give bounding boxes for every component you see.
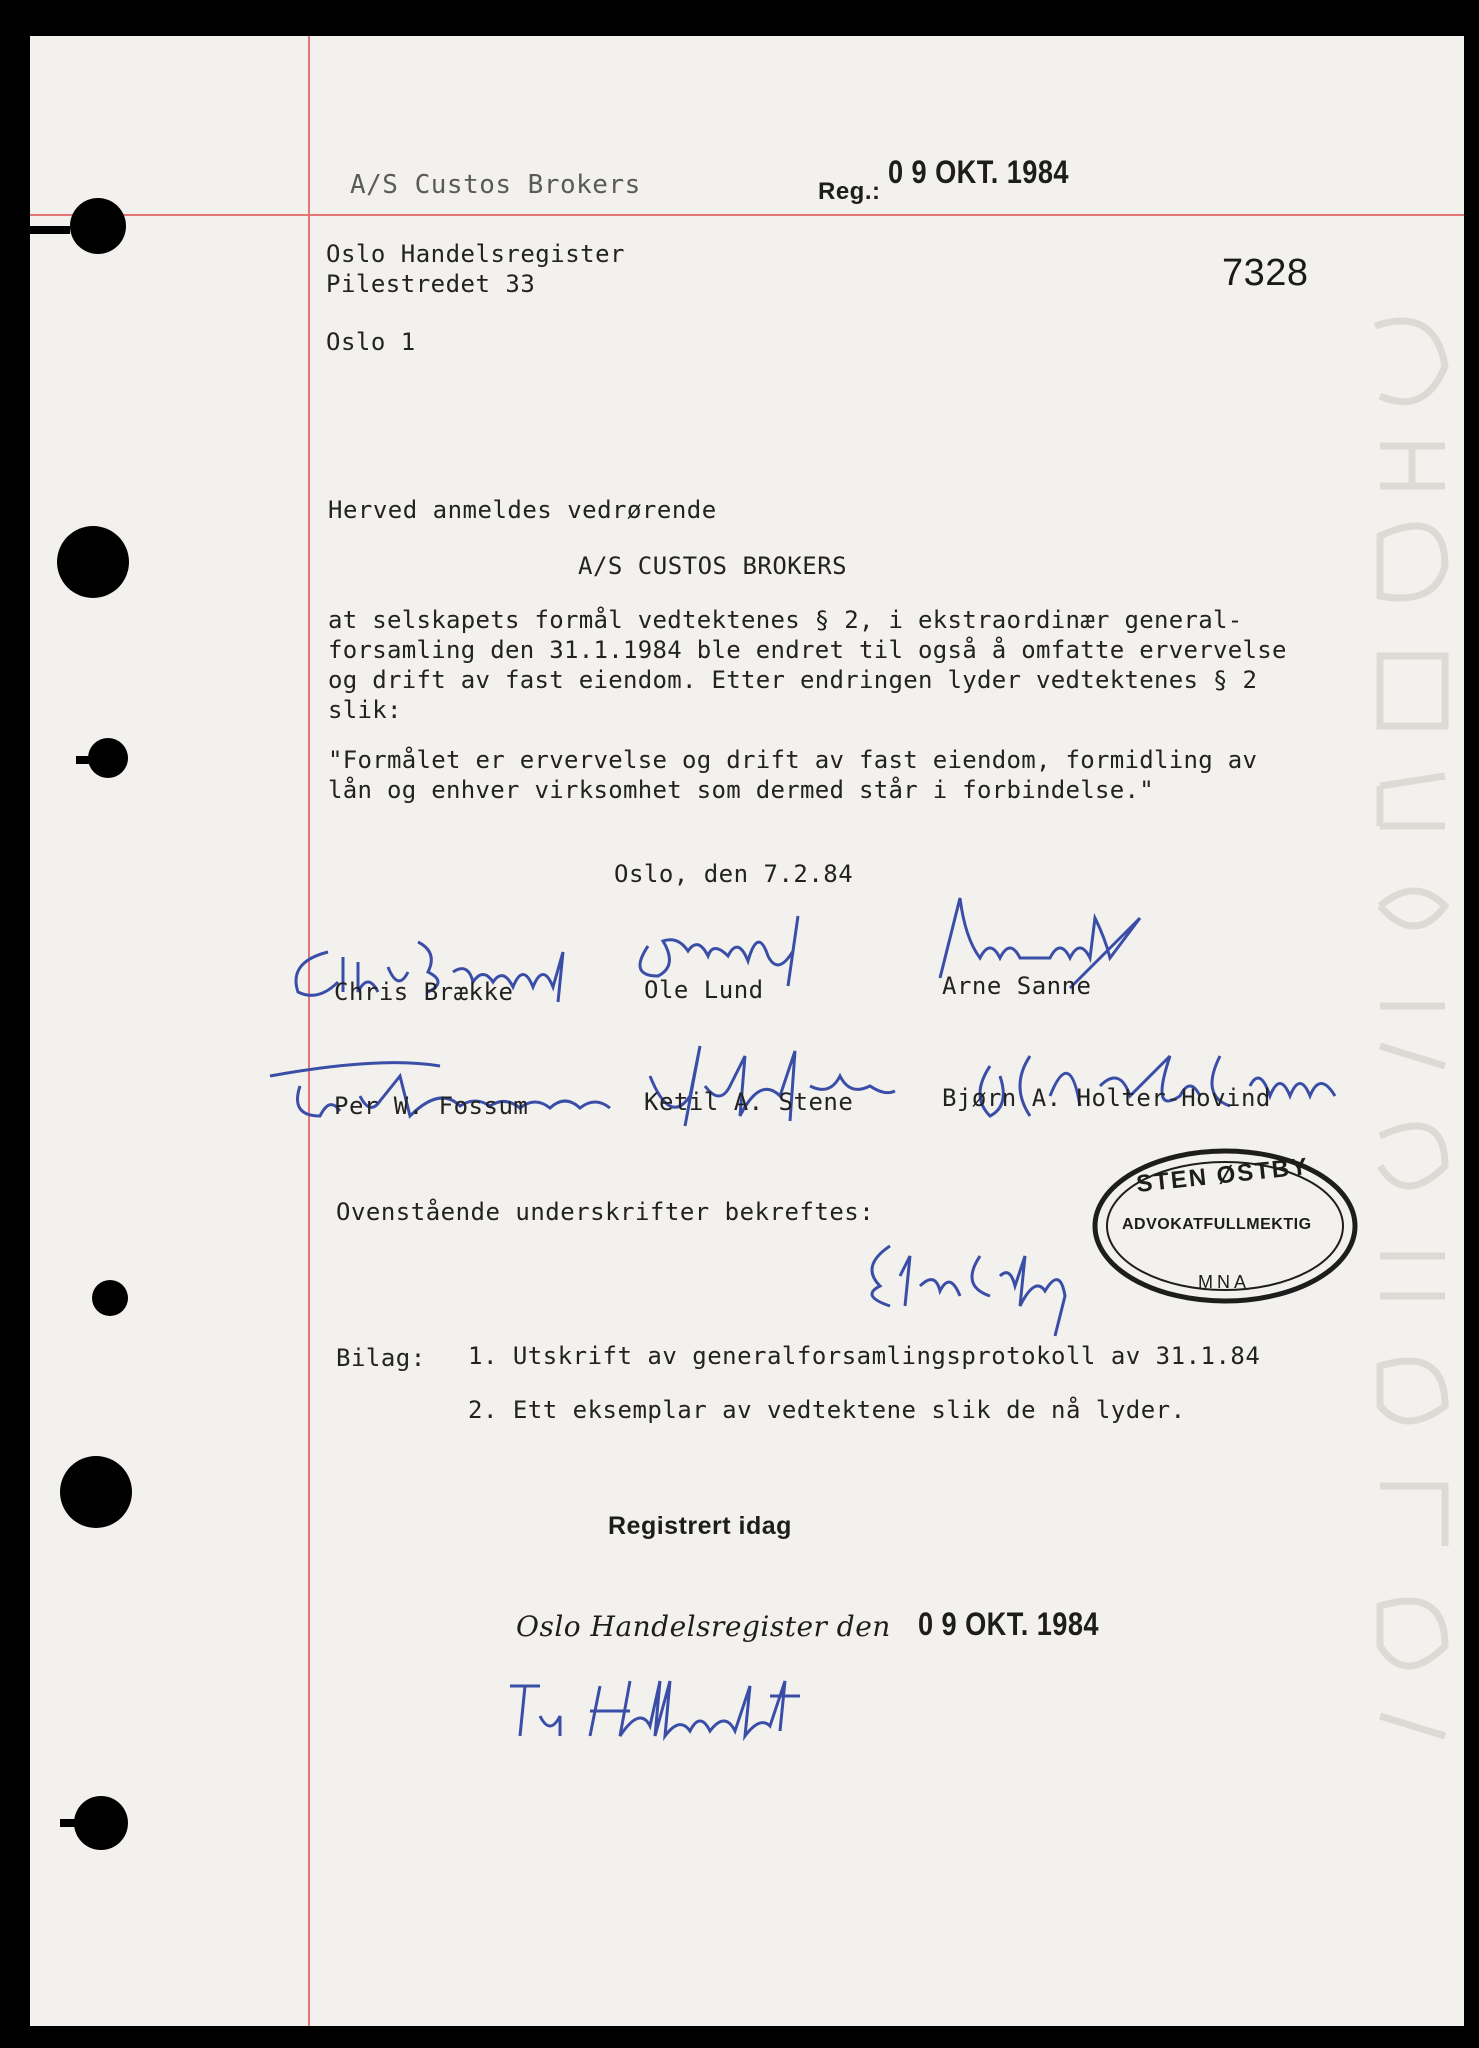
registered-label: Registrert idag xyxy=(608,1512,792,1540)
confirmation-text: Ovenstående underskrifter bekreftes: xyxy=(336,1198,875,1226)
punch-hole xyxy=(92,1280,128,1316)
paragraph-line: slik: xyxy=(328,696,402,724)
signatory-name: Arne Sanne xyxy=(942,972,1092,1000)
punch-hole xyxy=(74,1796,128,1850)
punch-hole xyxy=(70,198,126,254)
punch-hole xyxy=(88,738,128,778)
stamp-title: ADVOKATFULLMEKTIG xyxy=(1122,1216,1312,1233)
document-number: 7328 xyxy=(1222,252,1309,294)
hole-stub xyxy=(60,1819,80,1827)
intro-text: Herved anmeldes vedrørende xyxy=(328,496,717,524)
stamp-suffix: MNA xyxy=(1198,1272,1250,1292)
registration-stamp-text: Oslo Handelsregister den xyxy=(516,1610,891,1643)
reg-date-stamp: 0 9 OKT. 1984 xyxy=(888,154,1069,190)
stamp-name: STEN ØSTBY xyxy=(1135,1153,1311,1198)
address-line-1: Oslo Handelsregister xyxy=(326,240,625,268)
hole-stub xyxy=(30,226,70,234)
paragraph-line: at selskapets formål vedtektenes § 2, i ekstraordinær general- xyxy=(328,606,1243,634)
header-line xyxy=(30,214,1464,216)
attachment-item: 1. Utskrift av generalforsamlingsprotokoll av 31.1.84 xyxy=(468,1342,1261,1370)
signature-registrar xyxy=(500,1666,860,1746)
paragraph-line: og drift av fast eiendom. Etter endringen lyder vedtektenes § 2 xyxy=(328,666,1258,694)
address-line-3: Oslo 1 xyxy=(326,328,416,356)
hole-stub xyxy=(76,756,92,764)
document-page xyxy=(30,36,1464,2026)
reg-label: Reg.: xyxy=(818,178,881,205)
signatory-name: Bjørn A. Holter-Hovind xyxy=(942,1084,1271,1112)
registration-date-stamp: 0 9 OKT. 1984 xyxy=(918,1606,1099,1642)
attachments-label: Bilag: xyxy=(336,1344,426,1372)
margin-line xyxy=(308,36,310,2026)
signatory-name: Per W. Fossum xyxy=(334,1092,529,1120)
signatory-name: Chris Brække xyxy=(334,978,514,1006)
punch-hole xyxy=(60,1456,132,1528)
signature-ketil-stene xyxy=(630,1036,900,1136)
address-line-2: Pilestredet 33 xyxy=(326,270,536,298)
company-caps: A/S CUSTOS BROKERS xyxy=(578,552,848,580)
signature-bjorn-holter-hovind xyxy=(960,1026,1370,1136)
signatory-name: Ole Lund xyxy=(644,976,764,1004)
header-company: A/S Custos Brokers xyxy=(350,170,641,200)
punch-hole xyxy=(57,526,129,598)
quote-line: "Formålet er ervervelse og drift av fast eiendom, formidling av xyxy=(328,746,1258,774)
signatory-name: Ketil A. Stene xyxy=(644,1088,854,1116)
place-date: Oslo, den 7.2.84 xyxy=(614,860,854,888)
attachment-item: 2. Ett eksemplar av vedtektene slik de nå lyder. xyxy=(468,1396,1186,1424)
bleed-through-watermark xyxy=(1365,306,1455,1766)
quote-line: lån og enhver virksomhet som dermed står i forbindelse." xyxy=(328,776,1154,804)
signature-sten-ostby xyxy=(850,1226,1090,1336)
paragraph-line: forsamling den 31.1.1984 ble endret til også å omfatte ervervelse xyxy=(328,636,1287,664)
